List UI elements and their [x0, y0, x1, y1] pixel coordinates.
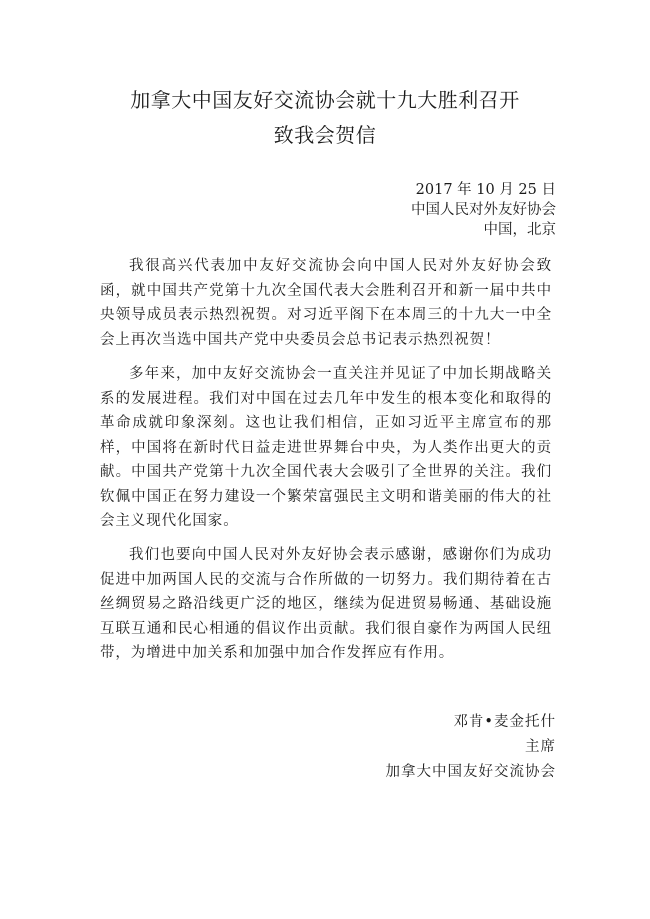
letter-recipient: 中国人民对外友好协会 — [411, 202, 556, 218]
letter-date: 2017 年 10 月 25 日 — [415, 182, 556, 198]
letter-location: 中国，北京 — [483, 222, 556, 238]
body-paragraph-3: 我们也要向中国人民对外友好协会表示感谢，感谢你们为成功促进中加两国人民的交流与合作所做的一切努力。我们期待着在古丝绸贸易之路沿线更广泛的地区，继续为促进贸易畅通、基础设施互联互通和民心相通的倡议作出贡献。我们很自豪作为两国人民纽带，为增进中加关系和加强中加合作发挥应有作用。 — [100, 547, 552, 661]
letter-title-line-2: 致我会贺信 — [273, 123, 377, 147]
signature-role: 主席 — [525, 739, 556, 755]
letter-title-line-1: 加拿大中国友好交流协会就十九大胜利召开 — [130, 88, 520, 112]
signature-organization: 加拿大中国友好交流协会 — [385, 764, 556, 780]
letter-header — [411, 180, 556, 240]
body-paragraph-1: 我很高兴代表加中友好交流协会向中国人民对外友好协会致函，就中国共产党第十九次全国代表大会胜利召开和新一届中共中央领导成员表示热烈祝贺。对习近平阁下在本周三的十九大一中全会上再次当选中国共产党中央委员会总书记表示热烈祝贺！ — [100, 258, 552, 348]
signature-block — [386, 710, 557, 785]
body-paragraph-2: 多年来，加中友好交流协会一直关注并见证了中加长期战略关系的发展进程。我们对中国在过去几年中发生的根本变化和取得的革命成就印象深刻。这也让我们相信，正如习近平主席宣布的那样，中国将在新时代日益走进世界舞台中央，为人类作出更大的贡献。中国共产党第十九次全国代表大会吸引了全世界的关注。我们钦佩中国正在努力建设一个繁荣富强民主文明和谐美丽的伟大的社会主义现代化国家。 — [100, 366, 552, 529]
signature-name: 邓肯•麦金托什 — [453, 714, 556, 730]
